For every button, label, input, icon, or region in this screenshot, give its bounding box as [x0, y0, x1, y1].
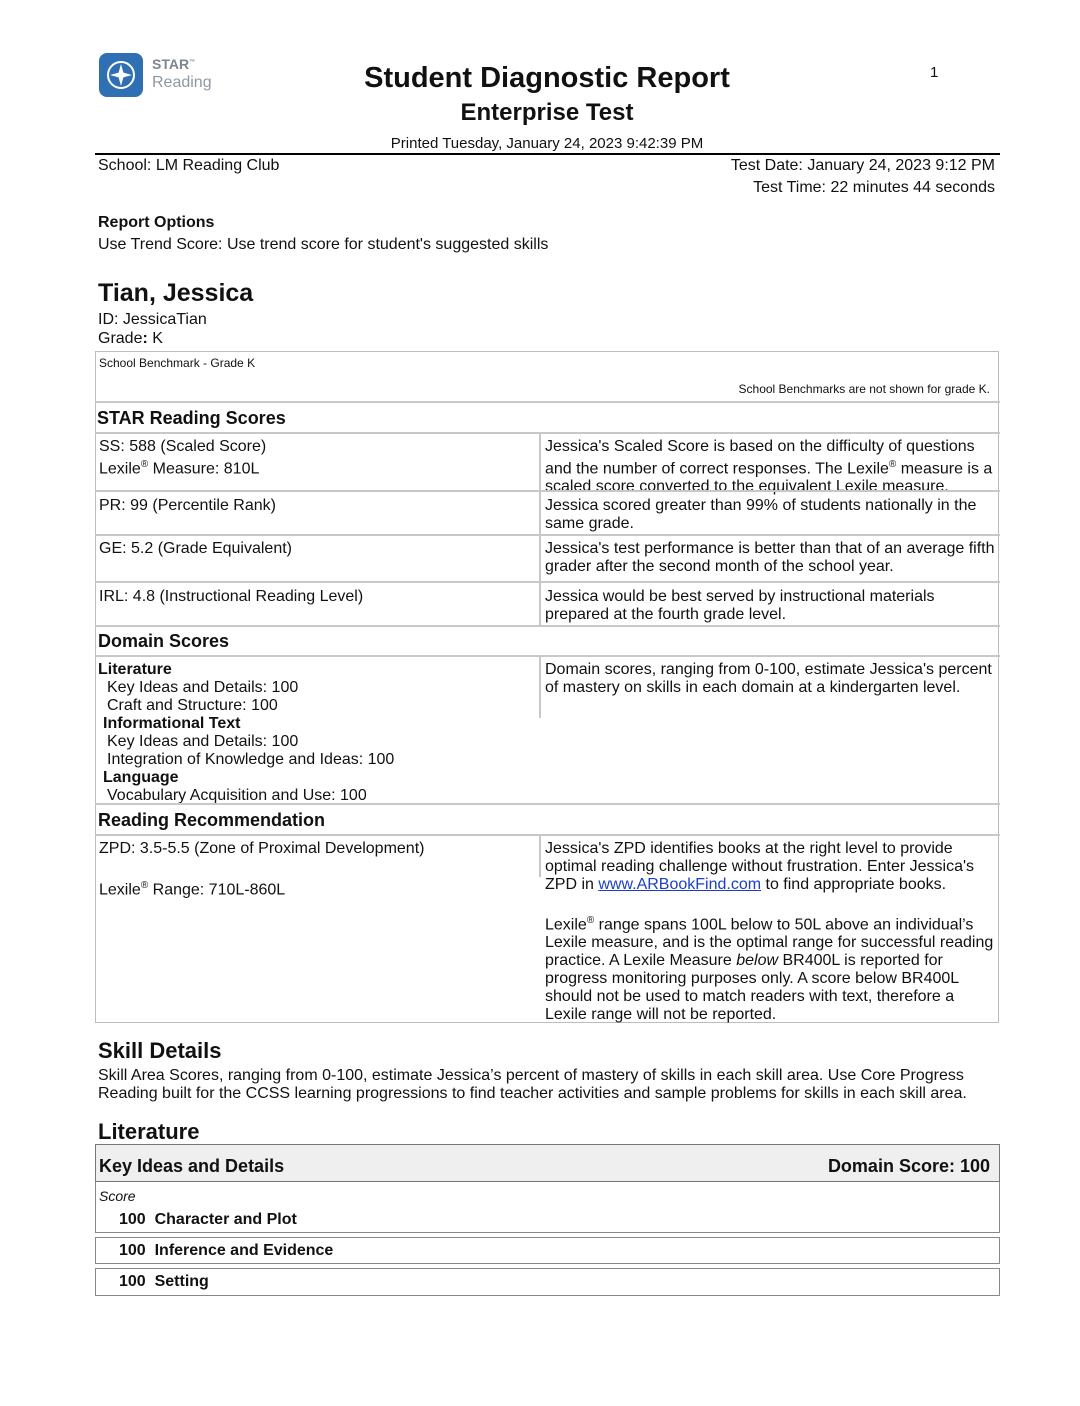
test-date: Test Date: January 24, 2023 9:12 PM — [730, 157, 995, 174]
skill-row-inference-evidence: 100 Inference and Evidence — [119, 1242, 334, 1259]
irl-description: Jessica would be best served by instructional materials prepared at the fourth grade level. — [545, 588, 935, 623]
domain-inf-integration: Integration of Knowledge and Ideas: 100 — [107, 751, 395, 768]
report-title: Student Diagnostic Report — [364, 62, 730, 94]
star-reading-logo — [99, 53, 229, 97]
domain-description: Domain scores, ranging from 0-100, estimate Jessica's percent of mastery on skills in each domain at a kindergarten level. — [545, 661, 992, 696]
divider — [95, 432, 1000, 434]
domain-lang-vocab: Vocabulary Acquisition and Use: 100 — [107, 787, 367, 804]
student-name: Tian, Jessica — [98, 279, 254, 307]
scaled-score: SS: 588 (Scaled Score) — [99, 438, 267, 455]
test-time: Test Time: 22 minutes 44 seconds — [753, 179, 995, 196]
domain-informational: Informational Text — [103, 715, 241, 732]
reading-recommendation-heading: Reading Recommendation — [98, 810, 326, 830]
header-divider — [95, 153, 1000, 155]
skill-details-text: Skill Area Scores, ranging from 0-100, estimate Jessica’s percent of mastery of skills in each skill area. Use Core Progress Reading built for the CCSS learning progressions to find teacher activities and sample problems for skills in each skill area. — [98, 1067, 967, 1102]
zpd-description: Jessica's ZPD identifies books at the right level to provide optimal reading challenge without frustration. Enter Jessica's ZPD in www.ARBookFind.com to find appropriate books. — [545, 840, 975, 893]
report-options-heading: Report Options — [98, 214, 215, 231]
skill-row-character-plot: 100 Character and Plot — [119, 1211, 297, 1228]
domain-inf-key-ideas: Key Ideas and Details: 100 — [107, 733, 299, 750]
instructional-reading-level: IRL: 4.8 (Instructional Reading Level) — [99, 588, 364, 605]
key-ideas-title: Key Ideas and Details — [99, 1156, 285, 1176]
divider — [95, 655, 1000, 657]
divider — [95, 625, 1000, 627]
star-scores-heading: STAR Reading Scores — [97, 408, 286, 428]
divider — [95, 401, 1000, 403]
benchmark-label: School Benchmark - Grade K — [99, 356, 256, 370]
benchmark-note: School Benchmarks are not shown for grade K. — [738, 382, 990, 396]
domain-lit-craft: Craft and Structure: 100 — [107, 697, 278, 714]
column-divider — [539, 656, 541, 718]
column-divider — [539, 433, 541, 625]
grade-equivalent-description: Jessica's test performance is better than that of an average fifth grader after the second month of the school year. — [545, 540, 995, 575]
scaled-score-description: Jessica's Scaled Score is based on the difficulty of questions and the number of correct responses. The Lexile® measure is a scaled score converted to the equivalent Lexile measure. — [545, 438, 993, 496]
page-number: 1 — [930, 64, 939, 81]
student-grade: Grade: K — [98, 330, 163, 347]
column-divider — [539, 835, 541, 877]
domain-scores-heading: Domain Scores — [98, 631, 230, 651]
logo-wordmark-reading: Reading — [152, 74, 212, 91]
literature-heading: Literature — [98, 1119, 200, 1144]
grade-equivalent: GE: 5.2 (Grade Equivalent) — [99, 540, 292, 557]
arbookfind-link[interactable]: www.ARBookFind.com — [598, 876, 762, 893]
lexile-measure: Lexile® Measure: 810L — [99, 459, 260, 478]
percentile-rank: PR: 99 (Percentile Rank) — [99, 497, 276, 514]
domain-language: Language — [103, 769, 179, 786]
report-subtitle: Enterprise Test — [460, 99, 634, 126]
domain-score: Domain Score: 100 — [827, 1156, 990, 1176]
zpd-range: ZPD: 3.5-5.5 (Zone of Proximal Development) — [99, 840, 425, 857]
lexile-range: Lexile® Range: 710L-860L — [99, 880, 286, 899]
printed-timestamp: Printed Tuesday, January 24, 2023 9:42:39 PM — [390, 135, 704, 152]
divider — [95, 534, 1000, 536]
domain-lit-key-ideas: Key Ideas and Details: 100 — [107, 679, 299, 696]
divider — [95, 803, 1000, 805]
skill-row — [95, 1268, 1000, 1296]
logo-wordmark-star: STAR™ — [152, 56, 196, 72]
divider — [95, 490, 1000, 492]
skill-row-setting: 100 Setting — [119, 1273, 209, 1290]
divider — [95, 834, 1000, 836]
report-options-text: Use Trend Score: Use trend score for student's suggested skills — [98, 236, 549, 253]
school-name: School: LM Reading Club — [98, 157, 280, 174]
score-column-label: Score — [99, 1188, 136, 1204]
domain-literature: Literature — [98, 661, 172, 678]
percentile-rank-description: Jessica scored greater than 99% of students nationally in the same grade. — [545, 497, 977, 532]
student-id: ID: JessicaTian — [98, 311, 207, 328]
skill-details-heading: Skill Details — [98, 1038, 222, 1063]
divider — [95, 581, 1000, 583]
lexile-range-description: Lexile® range spans 100L below to 50L above an individual’s Lexile measure, and is the optimal range for successful reading practice. A Lexile Measure below BR400L is reported for progress monitoring purposes only. A score below BR400L should not be used to match readers with text, therefore a Lexile range will not be reported. — [545, 915, 994, 1024]
compass-icon — [99, 53, 143, 97]
